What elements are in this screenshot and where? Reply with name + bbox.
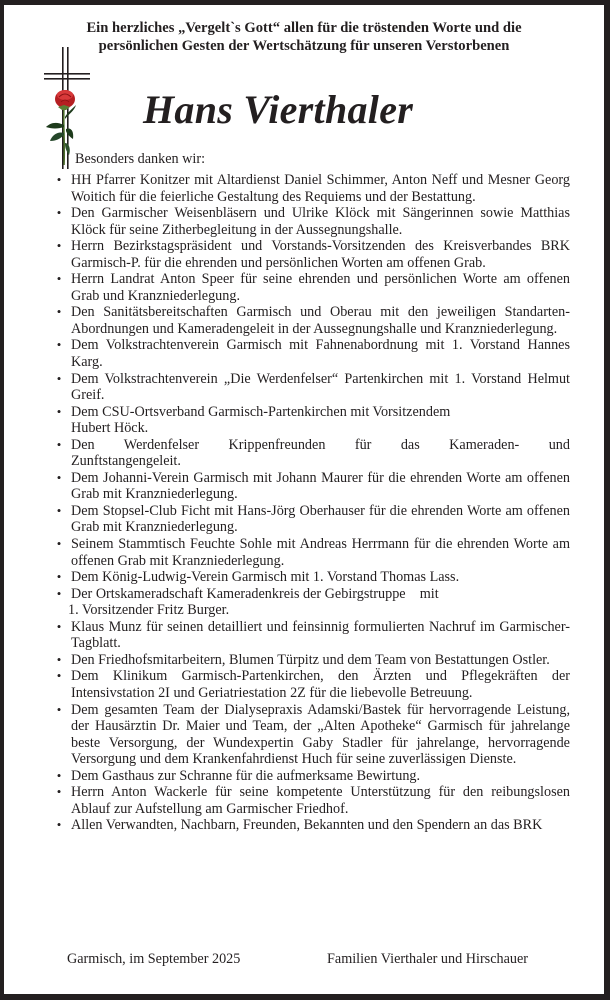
thanks-list (4, 172, 604, 834)
intro-text: Besonders danken wir: (75, 151, 206, 167)
bullet-icon: • (56, 701, 62, 717)
list-item: • Dem Johanni-Verein Garmisch mit Johann Maurer für die ehrenden Worte am offenen Grab mit Kranzniederlegung. (71, 470, 570, 503)
list-item: • Dem Gasthaus zur Schranne für die aufmerksame Bewirtung. (71, 768, 570, 785)
list-item: • Dem CSU-Ortsverband Garmisch-Partenkirchen mit Vorsitzendem Hubert Höck. (71, 404, 570, 437)
list-item: • Herrn Bezirkstagspräsident und Vorstands-Vorsitzenden des Kreisverbandes BRK Garmisch-P. für die ehrenden und persönlichen Worten am offenen Grab. (71, 238, 570, 271)
bullet-icon: • (56, 370, 62, 386)
bullet-icon: • (56, 668, 62, 684)
bullet-icon: • (56, 585, 62, 601)
list-item: • Dem Klinikum Garmisch-Partenkirchen, den Ärzten und Pflegekräften der Intensivstation 2I und Geriatriestation 2Z für die liebevolle Betreuung. (71, 668, 570, 701)
list-item: • Allen Verwandten, Nachbarn, Freunden, Bekannten und den Spendern an das BRK (71, 817, 570, 834)
bullet-icon: • (56, 238, 62, 254)
list-item: • Klaus Munz für seinen detailliert und feinsinnig formulierten Nachruf im Garmischer-Tagblatt. (71, 619, 570, 652)
list-item: • Herrn Anton Wackerle für seine kompetente Unterstützung für den reibungslosen Ablauf zur Aufstellung am Garmischer Friedhof. (71, 784, 570, 817)
bullet-icon: • (56, 403, 62, 419)
list-item: • Dem Volkstrachtenverein „Die Werdenfelser“ Partenkirchen mit 1. Vorstand Helmut Greif. (71, 371, 570, 404)
bullet-icon: • (56, 767, 62, 783)
bullet-icon: • (56, 436, 62, 452)
bullet-icon: • (56, 205, 62, 221)
bullet-icon: • (56, 172, 62, 187)
list-item: • Den Sanitätsbereitschaften Garmisch und Oberau mit den jeweiligen Standarten-Abordnungen und Kameradengeleit in der Aussegnungshalle und Kranzniederlegung. (71, 304, 570, 337)
bullet-icon: • (56, 618, 62, 634)
list-item: • Seinem Stammtisch Feuchte Sohle mit Andreas Herrmann für die ehrenden Worte am offenen Grab mit Kranzniederlegung. (71, 536, 570, 569)
list-item: • Den Garmischer Weisenbläsern und Ulrike Klöck mit Sängerinnen sowie Matthias Klöck für seine Zitherbegleitung in der Aussegnungshalle. (71, 205, 570, 238)
bullet-icon: • (56, 337, 62, 353)
obituary-thank-you-notice (4, 5, 604, 994)
bullet-icon: • (56, 784, 62, 800)
list-item: • Dem König-Ludwig-Verein Garmisch mit 1. Vorstand Thomas Lass. (71, 569, 570, 586)
bullet-icon: • (56, 469, 62, 485)
list-item: • Dem gesamten Team der Dialysepraxis Adamski/Bastek für hervorragende Leistung, der Hausärztin Dr. Maier und Team, der „Alten Apotheke“ Garmisch für jahrelange beste Versorgung, der Wundexpertin Gaby Stadler für jahrelange, hervorragende Versorgung und dem Krankenfahrdienst Huch für seine zuverlässigen Dienste. (71, 702, 570, 768)
footer-signature: Familien Vierthaler und Hirschauer (327, 951, 528, 967)
header-line-2: persönlichen Gesten der Wertschätzung für unseren Verstorbenen (98, 38, 510, 54)
bullet-icon: • (56, 817, 62, 833)
bullet-icon: • (56, 651, 62, 667)
bullet-icon: • (56, 271, 62, 287)
list-item: • Dem Volkstrachtenverein Garmisch mit Fahnenabordnung mit 1. Vorstand Hannes Karg. (71, 337, 570, 370)
deceased-name-title: Hans Vierthaler (143, 87, 414, 132)
bullet-icon: • (56, 304, 62, 320)
bullet-icon: • (56, 569, 62, 585)
bullet-icon: • (56, 536, 62, 552)
list-item: • HH Pfarrer Konitzer mit Altardienst Daniel Schimmer, Anton Neff und Mesner Georg Woitich für die feierliche Gestaltung des Requiems und der Bestattung. (71, 172, 570, 205)
rose-icon (46, 90, 76, 165)
list-item: • Den Friedhofsmitarbeitern, Blumen Türpitz und dem Team von Bestattungen Ostler. (71, 652, 570, 669)
footer-place-date: Garmisch, im September 2025 (67, 951, 241, 967)
list-item: • Herrn Landrat Anton Speer für seine ehrenden und persönlichen Worte am offenen Grab und Kranzniederlegung. (71, 271, 570, 304)
list-item: • Dem Stopsel-Club Ficht mit Hans-Jörg Oberhauser für die ehrenden Worte am offenen Grab mit Kranzniederlegung. (71, 503, 570, 536)
bullet-icon: • (56, 502, 62, 518)
list-item: • Den Werdenfelser Krippenfreunden für das Kameraden- und Zunftstangengeleit. (71, 437, 570, 470)
list-item: • Der Ortskameradschaft Kameradenkreis der Gebirgstruppe mit 1. Vorsitzender Fritz Burger. (71, 586, 570, 619)
header-line-1: Ein herzliches „Vergelt`s Gott“ allen für die tröstenden Worte und die (86, 20, 522, 36)
